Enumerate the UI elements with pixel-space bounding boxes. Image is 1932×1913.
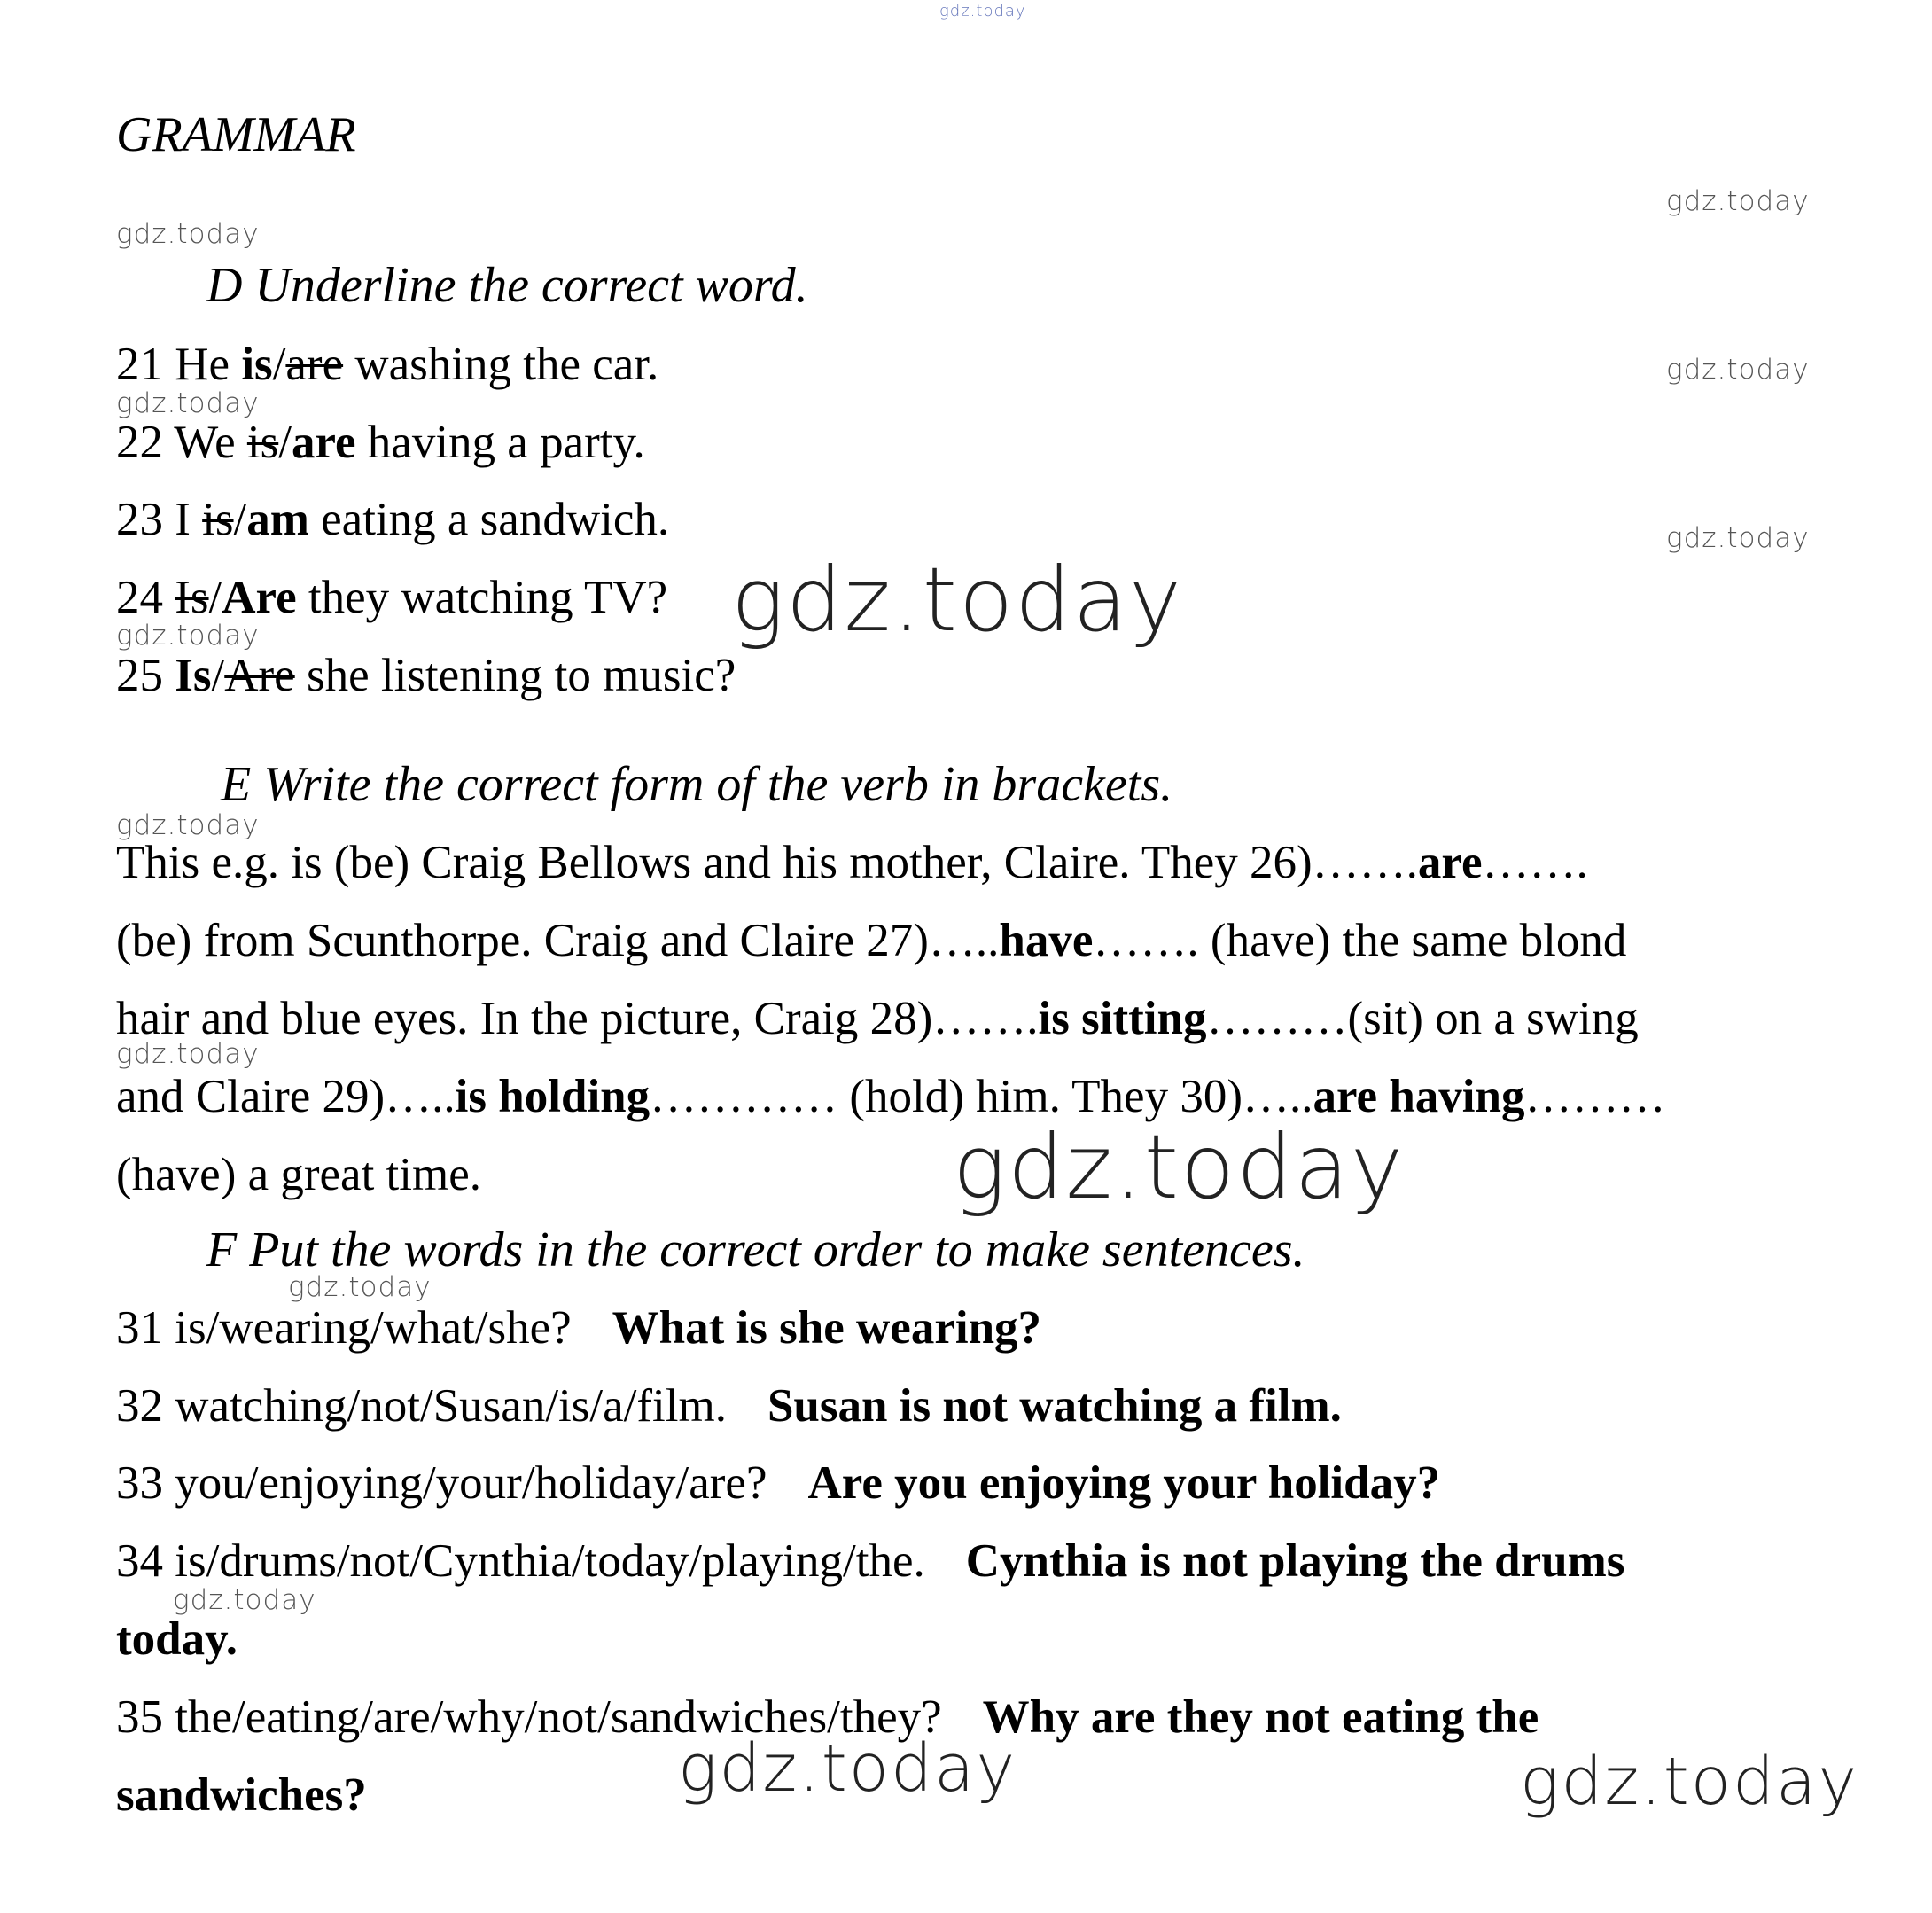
watermark: gdz.today xyxy=(173,1584,316,1616)
exercise-21: 21 He is/are washing the car. xyxy=(116,339,659,390)
watermark: gdz.today xyxy=(1666,185,1810,217)
correct-option: is xyxy=(241,339,273,390)
answer-27: have xyxy=(999,915,1094,966)
watermark-medium: gdz.today xyxy=(1520,1744,1859,1820)
exercise-35: 35 the/eating/are/why/not/sandwiches/they? Why are they not eating the xyxy=(116,1691,1539,1743)
answer-33: Are you enjoying your holiday? xyxy=(807,1457,1441,1509)
section-e-instruction: E Write the correct form of the verb in brackets. xyxy=(221,757,1173,812)
answer-31: What is she wearing? xyxy=(612,1302,1042,1354)
paragraph-line-4: and Claire 29)…..is holding………… (hold) him. They 30)…..are having……… xyxy=(116,1071,1666,1122)
page-title: GRAMMAR xyxy=(116,107,356,162)
crossed-option: is xyxy=(202,494,234,545)
section-f-instruction: F Put the words in the correct order to make sentences. xyxy=(206,1222,1305,1277)
exercise-24: 24 Is/Are they watching TV? xyxy=(116,572,668,623)
watermark-top: gdz.today xyxy=(939,2,1026,20)
answer-30: are having xyxy=(1313,1071,1525,1122)
answer-34-cont: today. xyxy=(116,1613,238,1665)
exercise-35-continued xyxy=(116,1769,367,1822)
section-d-instruction: D Underline the correct word. xyxy=(206,258,808,313)
answer-35-cont: sandwiches? xyxy=(116,1769,367,1821)
answer-26: are xyxy=(1417,837,1483,888)
paragraph-line-2: (be) from Scunthorpe. Craig and Claire 27)…..have……. (have) the same blond xyxy=(116,915,1627,966)
watermark-large: gdz.today xyxy=(731,548,1184,652)
watermark: gdz.today xyxy=(116,1038,260,1070)
watermark: gdz.today xyxy=(116,809,260,841)
watermark: gdz.today xyxy=(116,218,260,250)
correct-option: am xyxy=(246,494,309,545)
crossed-option: are xyxy=(285,339,344,390)
exercise-34: 34 is/drums/not/Cynthia/today/playing/the. Cynthia is not playing the drums xyxy=(116,1535,1625,1587)
exercise-22: 22 We is/are having a party. xyxy=(116,417,645,468)
paragraph-line-5: (have) a great time. xyxy=(116,1149,481,1200)
exercise-25: 25 Is/Are she listening to music? xyxy=(116,650,736,701)
exercise-33: 33 you/enjoying/your/holiday/are? Are you enjoying your holiday? xyxy=(116,1457,1441,1509)
watermark-medium: gdz.today xyxy=(678,1730,1017,1807)
correct-option: Are xyxy=(222,572,297,623)
watermark: gdz.today xyxy=(1666,354,1810,386)
crossed-option: Are xyxy=(224,650,295,701)
answer-35: Why are they not eating the xyxy=(982,1691,1539,1743)
watermark: gdz.today xyxy=(116,620,260,652)
answer-28: is sitting xyxy=(1038,993,1207,1044)
exercise-31: 31 is/wearing/what/she? What is she wearing? xyxy=(116,1302,1042,1354)
correct-option: are xyxy=(291,417,356,468)
exercise-34-continued xyxy=(116,1612,238,1666)
crossed-option: Is xyxy=(175,572,209,623)
answer-29: is holding xyxy=(455,1071,650,1122)
crossed-option: is xyxy=(246,417,279,468)
answer-34: Cynthia is not playing the drums xyxy=(965,1535,1625,1587)
watermark: gdz.today xyxy=(116,387,260,419)
paragraph-line-3: hair and blue eyes. In the picture, Craig 28)…….is sitting………(sit) on a swing xyxy=(116,993,1639,1044)
watermark: gdz.today xyxy=(1666,522,1810,554)
correct-option: Is xyxy=(175,650,212,701)
watermark: gdz.today xyxy=(288,1271,432,1303)
paragraph-line-1: This e.g. is (be) Craig Bellows and his mother, Claire. They 26)…….are……. xyxy=(116,837,1588,888)
exercise-32: 32 watching/not/Susan/is/a/film. Susan is not watching a film. xyxy=(116,1380,1342,1432)
watermark-large: gdz.today xyxy=(953,1115,1406,1219)
exercise-23: 23 I is/am eating a sandwich. xyxy=(116,494,670,545)
answer-32: Susan is not watching a film. xyxy=(767,1380,1342,1432)
